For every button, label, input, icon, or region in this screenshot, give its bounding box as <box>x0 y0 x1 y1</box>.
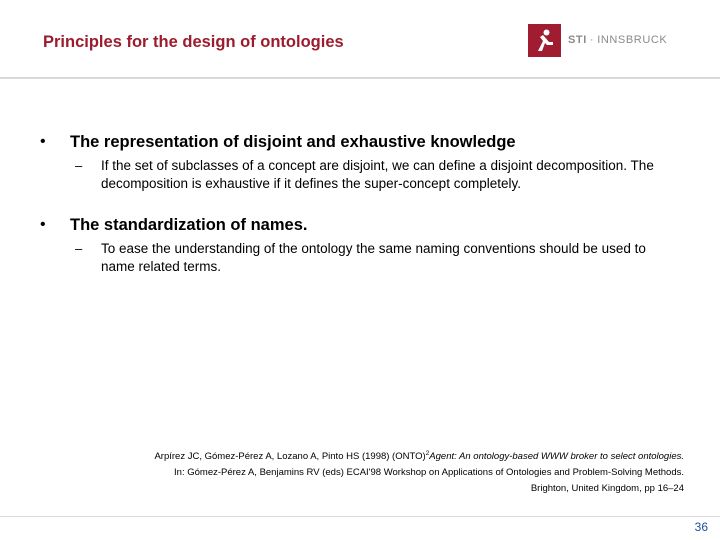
sub-bullet-text: If the set of subclasses of a concept are disjoint, we can define a disjoint decomposition. The decomposition is exhaustive if it defines the super-concept completely. <box>101 158 654 191</box>
sub-bullet <box>40 240 680 275</box>
header-divider <box>0 77 720 79</box>
reference-line-3: Brighton, United Kingdom, pp 16–24 <box>530 483 684 494</box>
logo-brand-bold: STI <box>568 34 587 46</box>
reference-citation <box>84 449 684 497</box>
bullet-heading: The representation of disjoint and exhaustive knowledge <box>70 133 516 151</box>
reference-authors: Arpírez JC, Gómez-Pérez A, Lozano A, Pinto HS (1998) (ONTO) <box>154 451 426 462</box>
bullet-marker: • <box>40 216 46 233</box>
footer-divider <box>0 516 720 517</box>
sub-bullet-marker: – <box>75 158 83 173</box>
sti-figure-icon <box>528 24 561 57</box>
bullet-marker: • <box>40 133 46 150</box>
logo-separator: · <box>589 34 595 46</box>
reference-superscript: 2 <box>425 449 430 457</box>
bullet-item <box>40 214 680 275</box>
reference-line-2: In: Gómez-Pérez A, Benjamins RV (eds) ECAI'98 Workshop on Applications of Ontologies and Problem-Solving Methods. <box>174 467 684 478</box>
sub-bullet <box>40 157 680 192</box>
bullet-item <box>40 131 680 192</box>
bullet-heading: The standardization of names. <box>70 216 308 234</box>
sub-bullet-marker: – <box>75 241 83 256</box>
page-number: 36 <box>694 520 708 534</box>
reference-title: Agent: An ontology-based WWW broker to select ontologies. <box>429 451 684 462</box>
logo-brand-rest: INNSBRUCK <box>597 34 668 46</box>
logo-text <box>568 34 667 46</box>
reference-line-1 <box>84 449 684 465</box>
bullet-row <box>40 131 680 153</box>
sub-bullet-text: To ease the understanding of the ontology the same naming conventions should be used to name related terms. <box>101 241 646 274</box>
bullet-row <box>40 214 680 236</box>
slide-title: Principles for the design of ontologies <box>43 33 344 51</box>
